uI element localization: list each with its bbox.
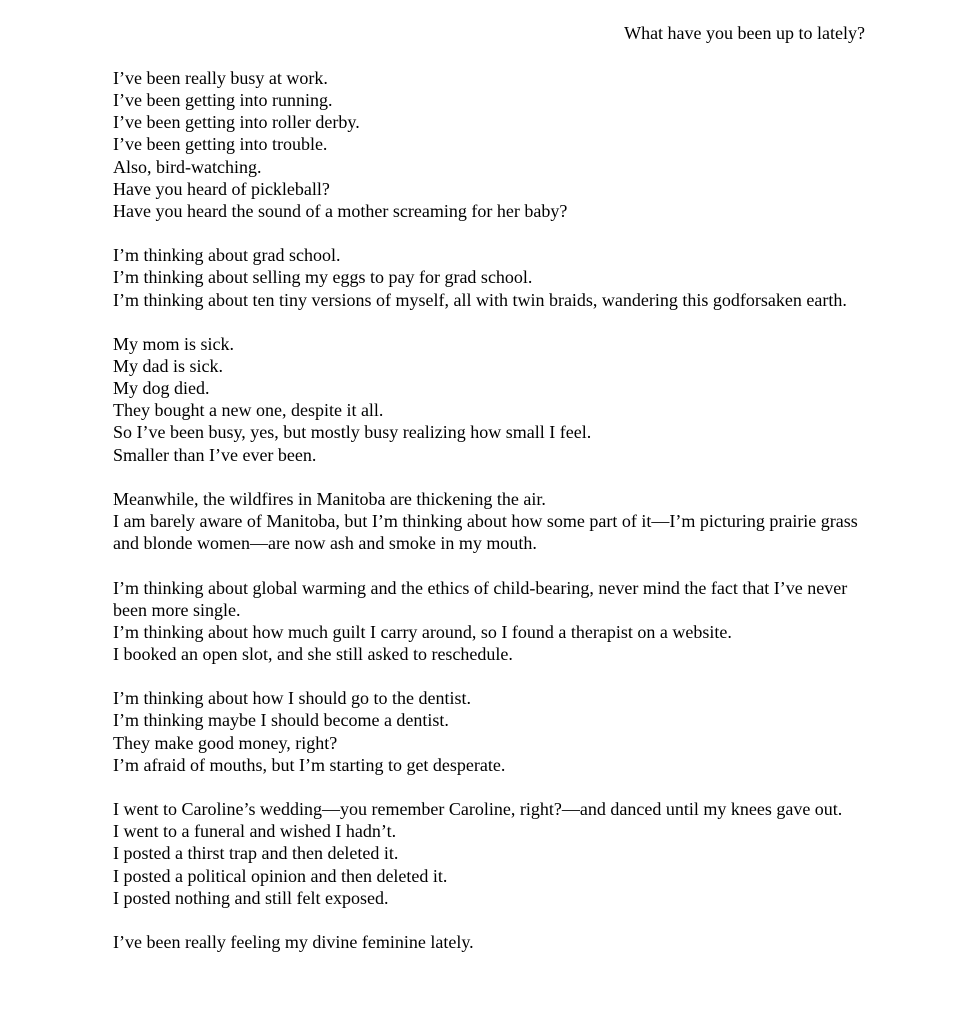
poem-line: My dad is sick. xyxy=(113,356,223,376)
poem-line: My dog died. xyxy=(113,378,210,399)
poem-line: I posted a political opinion and then deleted it. xyxy=(113,865,448,886)
poem-line: I’ve been getting into trouble. xyxy=(113,134,328,155)
poem-line: I’ve been getting into running. xyxy=(113,90,333,111)
poem-line: I posted a thirst trap and then deleted it. xyxy=(113,843,399,864)
poem-line: I booked an open slot, and she still asked to reschedule. xyxy=(113,644,513,664)
poem-line: They make good money, right? xyxy=(113,732,338,753)
stanza xyxy=(113,333,865,466)
poem-body xyxy=(113,67,865,975)
poem-line: Smaller than I’ve ever been. xyxy=(113,444,317,465)
stanza xyxy=(113,577,865,666)
poem-line: Meanwhile, the wildfires in Manitoba are thickening the air. xyxy=(113,488,546,509)
stanza xyxy=(113,931,865,953)
poem-line: Have you heard of pickleball? xyxy=(113,178,330,199)
poem-line: I’m thinking maybe I should become a dentist. xyxy=(113,710,449,731)
poem-line: I’m thinking about global warming and the ethics of child-bearing, never mind the fact that I’ve never been more single. xyxy=(113,577,848,620)
poem-line: I’m thinking about selling my eggs to pay for grad school. xyxy=(113,267,533,288)
poem-line: I am barely aware of Manitoba, but I’m thinking about how some part of it—I’m picturing prairie grass and blonde women—are now ash and smoke in my mouth. xyxy=(113,511,858,554)
poem-line: I’m thinking about how I should go to the dentist. xyxy=(113,688,471,709)
stanza xyxy=(113,244,865,310)
poem-line: I’ve been getting into roller derby. xyxy=(113,112,360,133)
poem-line: I’m thinking about ten tiny versions of myself, all with twin braids, wandering this godforsaken earth. xyxy=(113,289,847,310)
stanza xyxy=(113,687,865,776)
stanza xyxy=(113,798,865,909)
stanza xyxy=(113,488,865,554)
poem-line: Have you heard the sound of a mother screaming for her baby? xyxy=(113,200,568,221)
stanza xyxy=(113,67,865,222)
poem-line: I’m thinking about grad school. xyxy=(113,245,341,266)
poem-line: I went to Caroline’s wedding—you remember Caroline, right?—and danced until my knees gave out. xyxy=(113,799,843,820)
poem-line: I’m afraid of mouths, but I’m starting to get desperate. xyxy=(113,754,506,775)
poem-line: Also, bird-watching. xyxy=(113,156,262,177)
poem-line: I’ve been really busy at work. xyxy=(113,68,328,88)
poem-line: So I’ve been busy, yes, but mostly busy realizing how small I feel. xyxy=(113,422,592,443)
poem-line: They bought a new one, despite it all. xyxy=(113,400,384,421)
poem-line: I went to a funeral and wished I hadn’t. xyxy=(113,821,397,842)
poem-line: I posted nothing and still felt exposed. xyxy=(113,887,389,908)
poem-line: I’ve been really feeling my divine feminine lately. xyxy=(113,931,474,952)
poem-line: I’m thinking about how much guilt I carry around, so I found a therapist on a website. xyxy=(113,621,732,642)
poem-line: My mom is sick. xyxy=(113,333,235,354)
poem-title: What have you been up to lately? xyxy=(624,23,865,43)
